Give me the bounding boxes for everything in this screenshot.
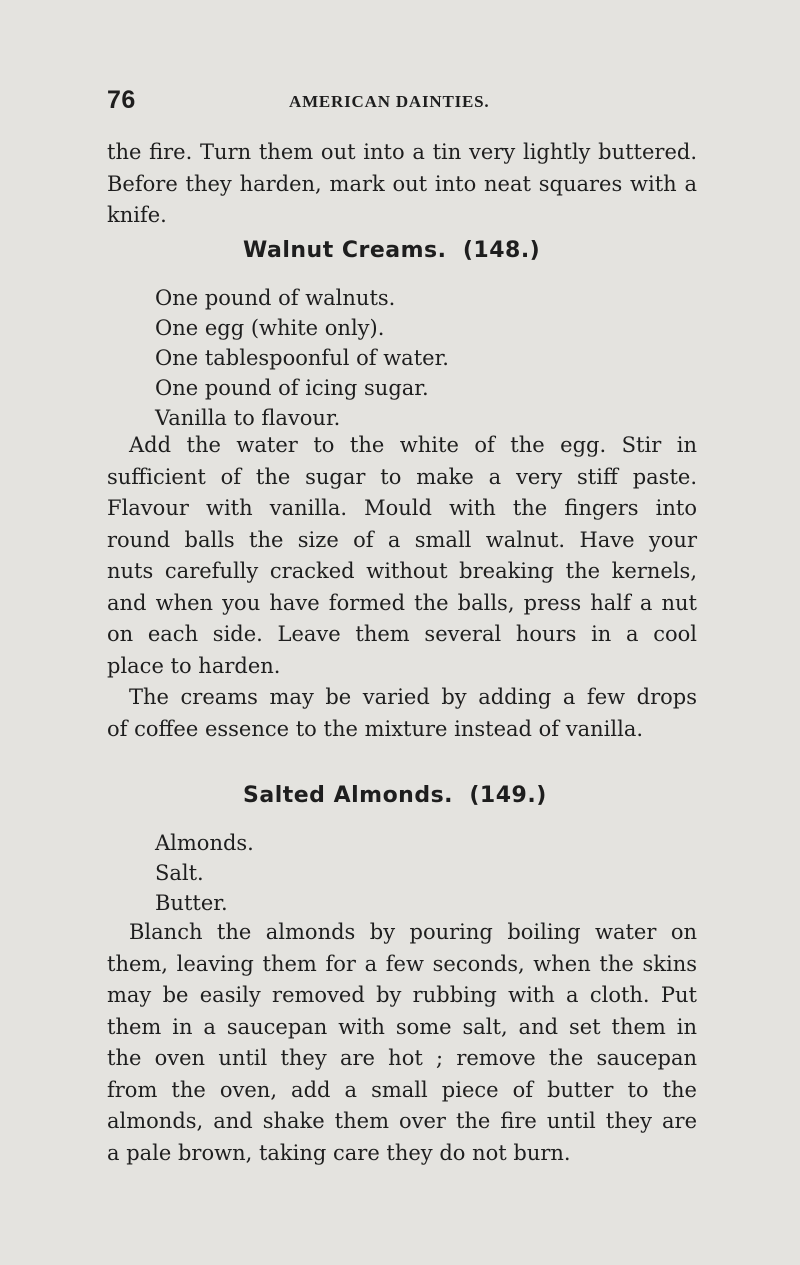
ingredient-item: Butter. [155,891,228,915]
intro-paragraph [107,137,697,232]
ingredient-item: Almonds. [155,831,254,855]
ingredient-item: Salt. [155,861,204,885]
text-line: Add the water to the white of the egg. Stir in [129,433,697,457]
text-line: the fire. Turn them out into a tin very lightly buttered. [107,140,697,164]
note-paragraph-walnut-creams [107,682,697,745]
text-line: them in a saucepan with some salt, and set them in [107,1014,697,1039]
recipe-title-text: Walnut Creams. [243,238,447,263]
ingredient-list-walnut-creams [155,283,449,433]
ingredient-list-salted-almonds [155,828,254,918]
page-number: 76 [107,86,136,114]
text-line: may be easily removed by rubbing with a cloth. Put [107,983,697,1007]
method-paragraph-walnut-creams [107,430,697,682]
ingredient-item: Vanilla to flavour. [155,406,341,430]
recipe-number: (149.) [469,783,547,808]
text-line: of coffee essence to the mixture instead of vanilla. [107,716,644,741]
text-line: Flavour with vanilla. Mould with the fingers into [107,496,697,520]
ingredient-item: One tablespoonful of water. [155,346,449,370]
text-line: almonds, and shake them over the fire until they are [107,1109,697,1133]
recipe-title-salted-almonds [243,783,547,808]
recipe-title-walnut-creams [243,238,540,263]
method-paragraph-salted-almonds [107,917,697,1169]
recipe-number: (148.) [462,238,541,263]
text-line: a pale brown, taking care they do not burn. [107,1140,571,1165]
text-line: place to harden. [107,653,281,678]
page-header [107,86,697,118]
text-line: The creams may be varied by adding a few drops [129,685,697,709]
text-line: them, leaving them for a few seconds, when the skins [107,951,697,976]
text-line: Before they harden, mark out into neat squares with a [107,171,697,196]
ingredient-item: One pound of icing sugar. [155,376,429,400]
text-line: nuts carefully cracked without breaking the kernels, [107,559,697,583]
running-title: AMERICAN DAINTIES. [289,92,490,111]
text-line: from the oven, add a small piece of butter to the [107,1077,697,1102]
recipe-title-text: Salted Almonds. [243,783,454,808]
text-line: and when you have formed the balls, press half a nut [107,590,697,615]
text-line: the oven until they are hot ; remove the saucepan [107,1046,697,1070]
ingredient-item: One pound of walnuts. [155,286,396,310]
text-line: sufficient of the sugar to make a very stiff paste. [107,464,697,489]
text-line: Blanch the almonds by pouring boiling water on [129,920,697,944]
text-line: knife. [107,203,167,227]
text-line: on each side. Leave them several hours in a cool [107,622,697,646]
text-line: round balls the size of a small walnut. Have your [107,527,697,552]
ingredient-item: One egg (white only). [155,316,385,340]
